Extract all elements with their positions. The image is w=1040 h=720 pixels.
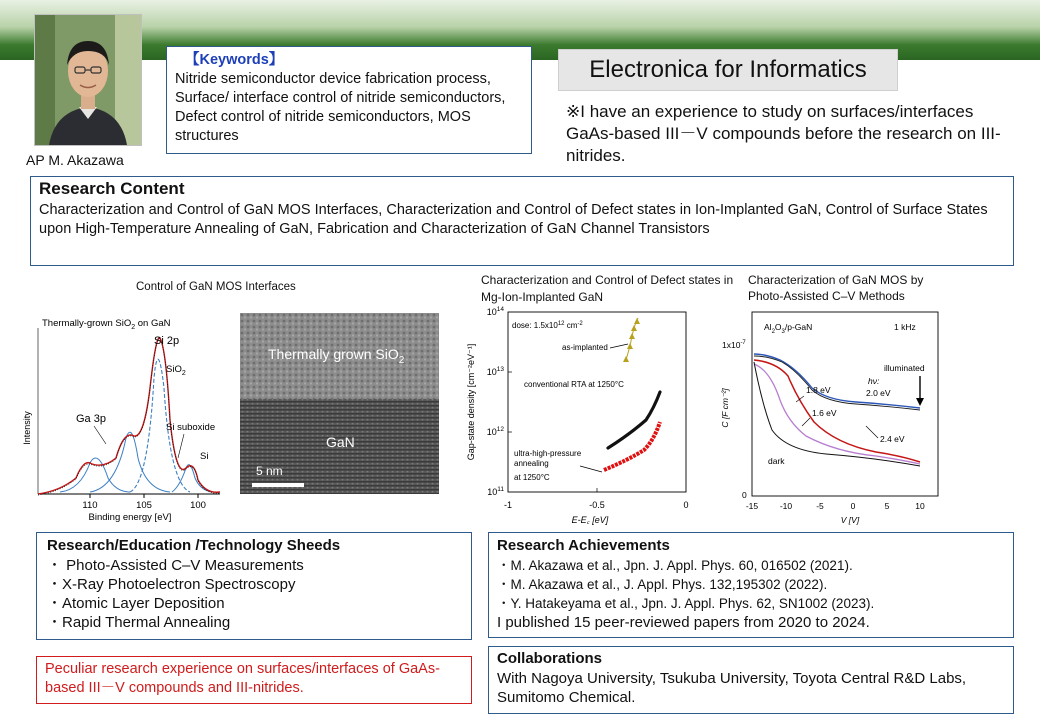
xps-label-suboxide: Si suboxide [166, 422, 216, 433]
cv-chart [716, 304, 944, 530]
collaborations-text: With Nagoya University, Tsukuba University, Toyota Central R&D Labs, Sumitomo Chemical. [497, 670, 967, 706]
mos-figure-title: Control of GaN MOS Interfaces [136, 281, 296, 293]
technology-sheeds-box [36, 532, 472, 640]
tem-image [240, 313, 439, 494]
defect-density-chart [460, 304, 700, 530]
keywords-box [166, 46, 532, 154]
defect-xtick-05: -0.5 [589, 500, 605, 510]
xps-label-si2p: Si 2p [154, 335, 180, 347]
tem-scale-bar [252, 483, 304, 487]
tem-scale-label: 5 nm [256, 464, 283, 478]
cv-ytick-zero: 0 [742, 490, 747, 500]
author-name: AP M. Akazawa [26, 152, 124, 168]
defect-dose: dose: $1.5x10^{12}$ $cm^{-2}$ [512, 321, 583, 330]
sheeds-item: ・X-Ray Photoelectron Spectroscopy [47, 576, 296, 593]
experience-note: ※I have an experience to study on surfaces/interfaces GaAs-based III－V compounds before the research on III-nitrides. [566, 102, 1001, 165]
peculiar-experience-box: Peculiar research experience on surfaces/interfaces of GaAs-based III－V compounds and III-nitrides. [36, 656, 472, 704]
cv-24ev-label: 2.4 eV [880, 434, 905, 444]
cv-frequency-label: 1 kHz [894, 322, 916, 332]
page-title-text: Electronica for Informatics [589, 56, 867, 83]
sheeds-item: ・Rapid Thermal Annealing [47, 614, 231, 631]
xps-tick-105: 105 [136, 500, 152, 511]
defect-uhpa-label-3: at 1250°C [514, 473, 550, 482]
cv-16ev-label: 1.6 eV [812, 408, 837, 418]
defect-ylabel: Gap-state density [cm⁻²eV⁻¹] [466, 343, 476, 461]
keywords-text: Nitride semiconductor device fabrication process, Surface/ interface control of nitride semiconductors, Defect control of nitride semiconductors, MOS structures [175, 71, 506, 144]
xps-spectrum-figure [20, 308, 232, 526]
defect-ytick-12: $10^{12}$ [486, 426, 504, 437]
portrait-illustration [35, 15, 141, 145]
cv-dark-label: dark [768, 456, 785, 466]
xps-title: Thermally-grown SiO$_2$ on GaN [42, 318, 171, 331]
research-content-text: Characterization and Control of GaN MOS Interfaces, Characterization and Control of Defect states in Ion-Implanted GaN, Control of Surface States upon High-Temperature Annealing of GaN, Fabrication and Characterization of GaN Channel Transistors [39, 202, 988, 237]
defect-ytick-13: $10^{13}$ [486, 366, 504, 377]
defect-figure-title: Characterization and Control of Defect states in Mg-Ion-Implanted GaN [481, 273, 734, 304]
achievements-title: Research Achievements [497, 537, 670, 554]
xps-label-si: Si [200, 451, 209, 462]
cv-sample-label: $Al_2O_3/p$-GaN [764, 322, 813, 335]
publication-item: ・M. Akazawa et al., Jpn. J. Appl. Phys. 60, 016502 (2021). [497, 558, 853, 573]
xps-tick-110: 110 [82, 500, 98, 511]
cv-20ev-label: 2.0 eV [866, 388, 891, 398]
cv-xtick-m10: -10 [779, 501, 793, 511]
sheeds-item: ・Atomic Layer Deposition [47, 595, 225, 612]
xps-label-ga3p: Ga 3p [76, 413, 106, 425]
defect-uhpa-label-1: ultra-high-pressure [514, 449, 582, 458]
xps-tick-100: 100 [190, 500, 206, 511]
cv-illuminated-label: illuminated [884, 363, 925, 373]
page-title [558, 49, 898, 91]
cv-xlabel: V [V] [840, 515, 860, 525]
xps-ylabel: Intensity [22, 411, 32, 445]
cv-xtick-10: 10 [915, 501, 925, 511]
defect-xtick-0: 0 [683, 500, 689, 510]
sheeds-title: Research/Education /Technology Sheeds [47, 537, 341, 554]
xps-label-sio2: SiO$_2$ [166, 364, 186, 377]
cv-xtick-m15: -15 [745, 501, 759, 511]
publication-item: ・M. Akazawa et al., J. Appl. Phys. 132,195302 (2022). [497, 577, 828, 592]
defect-ytick-14: $10^{14}$ [486, 306, 504, 317]
defect-xtick-1: -1 [503, 500, 513, 510]
cv-ylabel: C [F cm⁻²] [720, 388, 730, 428]
cv-figure-title: Characterization of GaN MOS by Photo-Assisted C–V Methods [748, 273, 924, 303]
defect-xlabel: E-E꜀ [eV] [571, 515, 609, 525]
cv-xtick-0: 0 [850, 501, 856, 511]
research-content-title: Research Content [39, 179, 185, 198]
research-achievements-box [488, 532, 1014, 638]
collaborations-box [488, 646, 1014, 714]
research-content-box [30, 176, 1014, 266]
cv-xtick-m5: -5 [816, 501, 824, 511]
cv-ytick-top: $1x10^{-7}$ [722, 340, 746, 350]
collaborations-title: Collaborations [497, 650, 603, 667]
tem-label-sio2: Thermally grown SiO$_2$ [268, 346, 405, 366]
cv-18ev-label: 1.8 eV [806, 385, 831, 395]
xps-xlabel: Binding energy [eV] [88, 512, 172, 523]
publication-item: ・Y. Hatakeyama et al., Jpn. J. Appl. Phys. 62, SN1002 (2023). [497, 596, 875, 611]
tem-label-gan: GaN [326, 434, 355, 450]
defect-uhpa-label-2: annealing [514, 459, 549, 468]
defect-as-implanted-label: as-implanted [562, 343, 608, 352]
defect-rta-label: conventional RTA at 1250°C [524, 380, 624, 389]
publication-summary: I published 15 peer-reviewed papers from 2020 to 2024. [497, 614, 870, 631]
cv-hv-label: hν: [868, 376, 880, 386]
portrait-photo [34, 14, 142, 146]
cv-xtick-5: 5 [884, 501, 890, 511]
defect-ytick-11: $10^{11}$ [487, 486, 504, 497]
keywords-title: 【Keywords】 [185, 52, 284, 68]
sheeds-item: ・ Photo-Assisted C–V Measurements [47, 557, 304, 574]
